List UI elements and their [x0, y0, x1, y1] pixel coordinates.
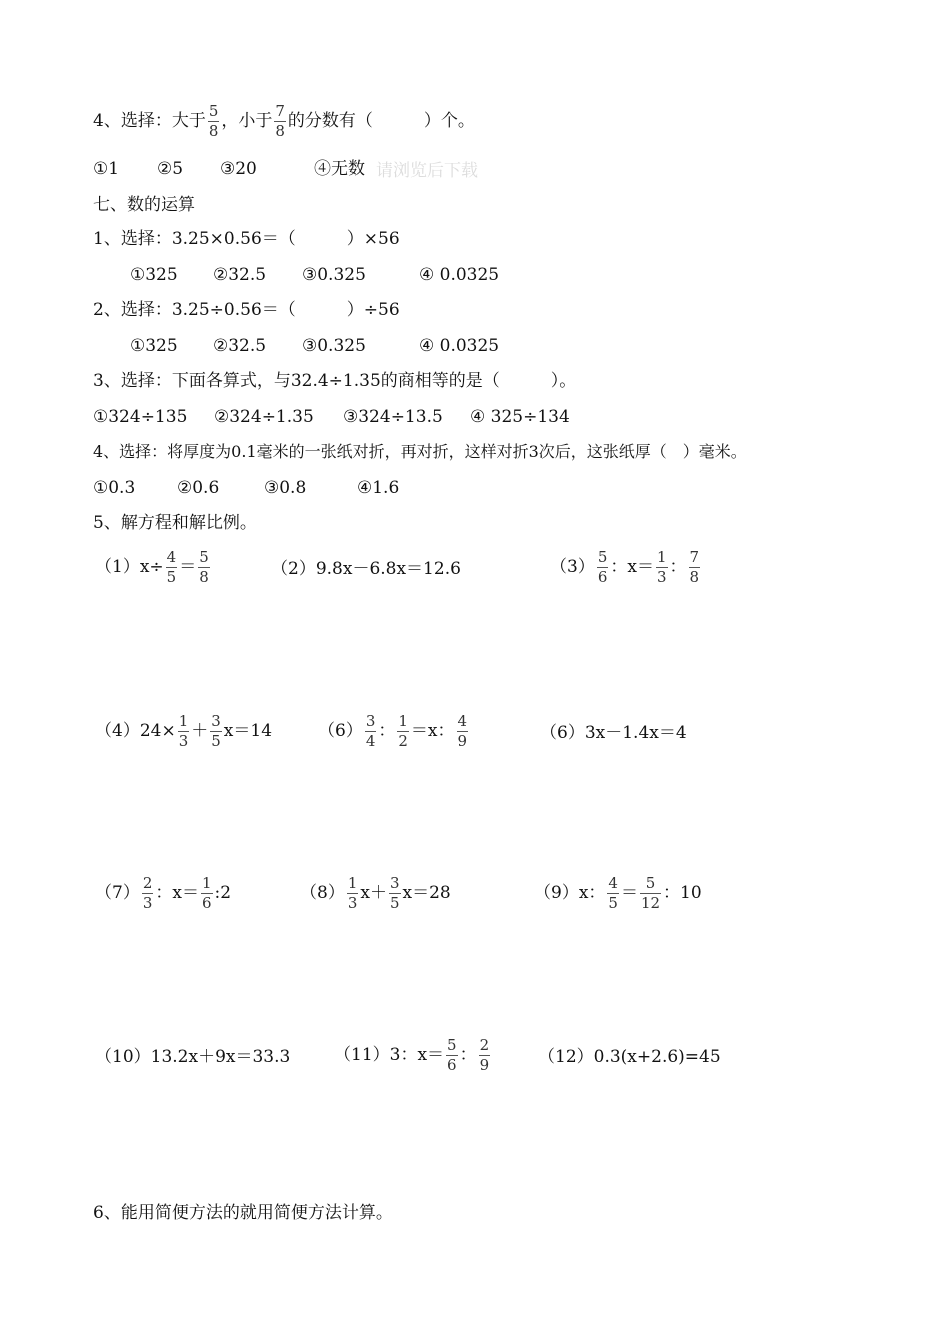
q4-prefix: 4、选择：大于 [93, 111, 206, 131]
option: ④ 0.0325 [419, 265, 500, 285]
option: ③0.325 [302, 336, 366, 356]
equation-2: （2）9.8x－6.8x＝12.6 [271, 559, 461, 579]
fraction: $\frac{5}{8}$ [208, 102, 219, 140]
option: ③20 [220, 159, 257, 179]
question-5: 5、解方程和解比例。 [93, 513, 257, 533]
option: ②32.5 [213, 336, 267, 356]
equation-11: （11）3：x＝ $\frac{5}{6}$ ： $\frac{2}{9}$ [334, 1036, 490, 1074]
option: ②324÷1.35 [214, 407, 314, 427]
option: ④无数 [314, 159, 365, 179]
equation-10: （10）13.2x＋9x＝33.3 [95, 1047, 291, 1067]
watermark: 请浏览后下载 [376, 161, 478, 181]
option: ①325 [130, 336, 178, 356]
equation-12: （12）0.3(x+2.6)=45 [538, 1047, 721, 1067]
equation-1: （1）x÷ $\frac{4}{5}$ ＝ $\frac{5}{8}$ [95, 548, 209, 586]
option: ④1.6 [357, 478, 400, 498]
option: ③324÷13.5 [343, 407, 443, 427]
equation-6: （6）3x－1.4x＝4 [540, 723, 687, 743]
equation-4: （4）24× $\frac{1}{3}$ ＋ $\frac{3}{5}$ x＝14 [95, 712, 273, 750]
question-3: 3、选择：下面各算式，与32.4÷1.35的商相等的是（ ）。 [93, 371, 577, 391]
option: ①1 [93, 159, 120, 179]
question-1: 1、选择：3.25×0.56＝（ ）×56 [93, 229, 400, 249]
question-2: 2、选择：3.25÷0.56＝（ ）÷56 [93, 300, 400, 320]
equation-5: （6） $\frac{3}{4}$ ： $\frac{1}{2}$ ＝x： $\frac{4}{9}$ [318, 712, 468, 750]
option: ②5 [157, 159, 184, 179]
equation-8: （8） $\frac{1}{3}$ x＋ $\frac{3}{5}$ x＝28 [300, 874, 451, 912]
option: ①325 [130, 265, 178, 285]
option: ①324÷135 [93, 407, 188, 427]
option: ④ 325÷134 [470, 407, 570, 427]
option: ②32.5 [213, 265, 267, 285]
question-4: 4、选择：将厚度为0.1毫米的一张纸对折，再对折，这样对折3次后，这张纸厚（ ）毫米。 [93, 442, 747, 461]
fraction: $\frac{7}{8}$ [275, 102, 285, 140]
question-4-fraction: 4、选择：大于 $\frac{5}{8}$ ，小于 $\frac{7}{8}$ 的分数有（ ）个。 [93, 102, 475, 140]
equation-7: （7） $\frac{2}{3}$ ：x＝ $\frac{1}{6}$ :2 [95, 874, 232, 912]
option: ④ 0.0325 [419, 336, 500, 356]
question-6: 6、能用简便方法的就用简便方法计算。 [93, 1203, 393, 1223]
option: ①0.3 [93, 478, 136, 498]
option: ③0.8 [264, 478, 307, 498]
equation-9: （9）x： $\frac{4}{5}$ ＝ $\frac{5}{12}$ ：10 [534, 874, 702, 912]
section-title: 七、数的运算 [93, 195, 195, 215]
option: ③0.325 [302, 265, 366, 285]
equation-3: （3） $\frac{5}{6}$ ：x＝ $\frac{1}{3}$ ： $\frac{7}{8}$ [550, 548, 700, 586]
option: ②0.6 [177, 478, 220, 498]
